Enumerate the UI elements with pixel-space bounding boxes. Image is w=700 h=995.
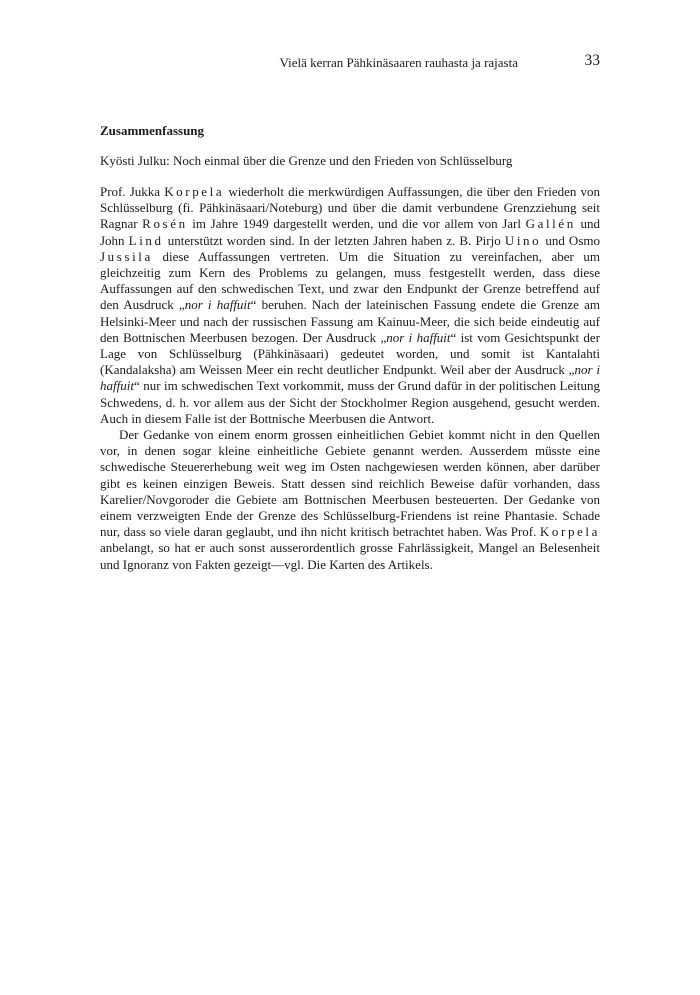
article-subtitle: Kyösti Julku: Noch einmal über die Grenze und den Frieden von Schlüsselburg xyxy=(100,153,513,168)
article-body xyxy=(100,184,600,573)
spaced-author-name: Lind xyxy=(128,232,164,248)
spaced-author-name: Jussila xyxy=(100,248,153,264)
page-number: 33 xyxy=(584,52,600,69)
italic-quote: nor i haffuit xyxy=(386,329,451,345)
running-header xyxy=(100,52,600,72)
italic-quote: nor i haffuit xyxy=(100,362,600,394)
spaced-author-name: Rosén xyxy=(142,216,188,232)
paragraph-1: Prof. Jukka Korpela wiederholt die merkwürdigen Auffassungen, die über den Frieden von Schlüsselburg (fi. Pähkinäsaari/Noteburg) und über die damit verbundene Grenzziehung seit Ragnar Rosén im Jahre 1949 dargestellt werden, und die vor allem von Jarl Gallén und John Lind unterstützt worden sind. In der letzten Jahren haben z. B. Pirjo Uino und Osmo Jussila diese Auffassungen vertreten. Um die Situation zu vereinfachen, aber um gleichzeitig zum Kern des Problems zu gelangen, muss festgestellt werden, dass diese Auffassungen auf den schwedischen Text, und zwar den Endpunkt der Grenze betreffend auf den Ausdruck „nor i haffuit“ beruhen. Nach der lateinischen Fassung endete die Grenze am Helsinki-Meer und nach der russischen Fassung am Kainuu-Meer, die sich beide eindeutig auf den Bottnischen Meerbusen bezogen. Der Ausdruck „nor i haffuit“ ist vom Gesichtspunkt der Lage von Schlüsselburg (Pähkinäsaari) gedeutet worden, und somit ist Kantalahti (Kandalaksha) am Weissen Meer ein recht deutlicher Endpunkt. Weil aber der Ausdruck „nor i haffuit“ nur im schwedischen Text vorkommit, muss der Grund dafür in der politischen Leitung Schwedens, d. h. vor allem aus der Sicht der Stockholmer Region ausgehend, gesucht werden. Auch in diesem Falle ist der Bottnische Meerbusen die Antwort. xyxy=(100,184,600,426)
spaced-author-name: Korpela xyxy=(164,184,225,199)
spaced-author-name: Gallén xyxy=(525,216,576,232)
running-title: Vielä kerran Pähkinäsaaren rauhasta ja rajasta xyxy=(279,55,518,70)
section-heading: Zusammenfassung xyxy=(100,123,205,138)
paragraph-2: Der Gedanke von einem enorm grossen einheitlichen Gebiet kommt nicht in den Quellen vor, in denen sogar kleine einheitliche Gebiete genannt werden. Ausserdem müsste eine schwedische Steuererhebung weit weg im Osten nachgewiesen werden können, aber darüber gibt es keinen einzigen Beweis. Statt dessen sind reichlich Beweise dafür vorhanden, dass Karelier/Novgoroder die Gebiete am Bottnischen Meerbusen besteuerten. Der Gedanke von einem verzweigten Ende der Grenze des Schlüsselburg-Friendens ist reine Phantasie. Schade nur, dass so viele daran geglaubt, und ihn nicht kritisch betrachtet haben. Was Prof. Korpela anbelangt, so hat er auch sonst ausserordentlich grosse Fahrlässigkeit, Mangel an Belesenheit und Ignoranz von Fakten gezeigt—vgl. Die Karten des Artikels. xyxy=(100,427,600,572)
spaced-author-name: Korpela xyxy=(539,524,600,540)
italic-quote: nor i haffuit xyxy=(184,297,251,313)
spaced-author-name: Uino xyxy=(504,232,542,248)
